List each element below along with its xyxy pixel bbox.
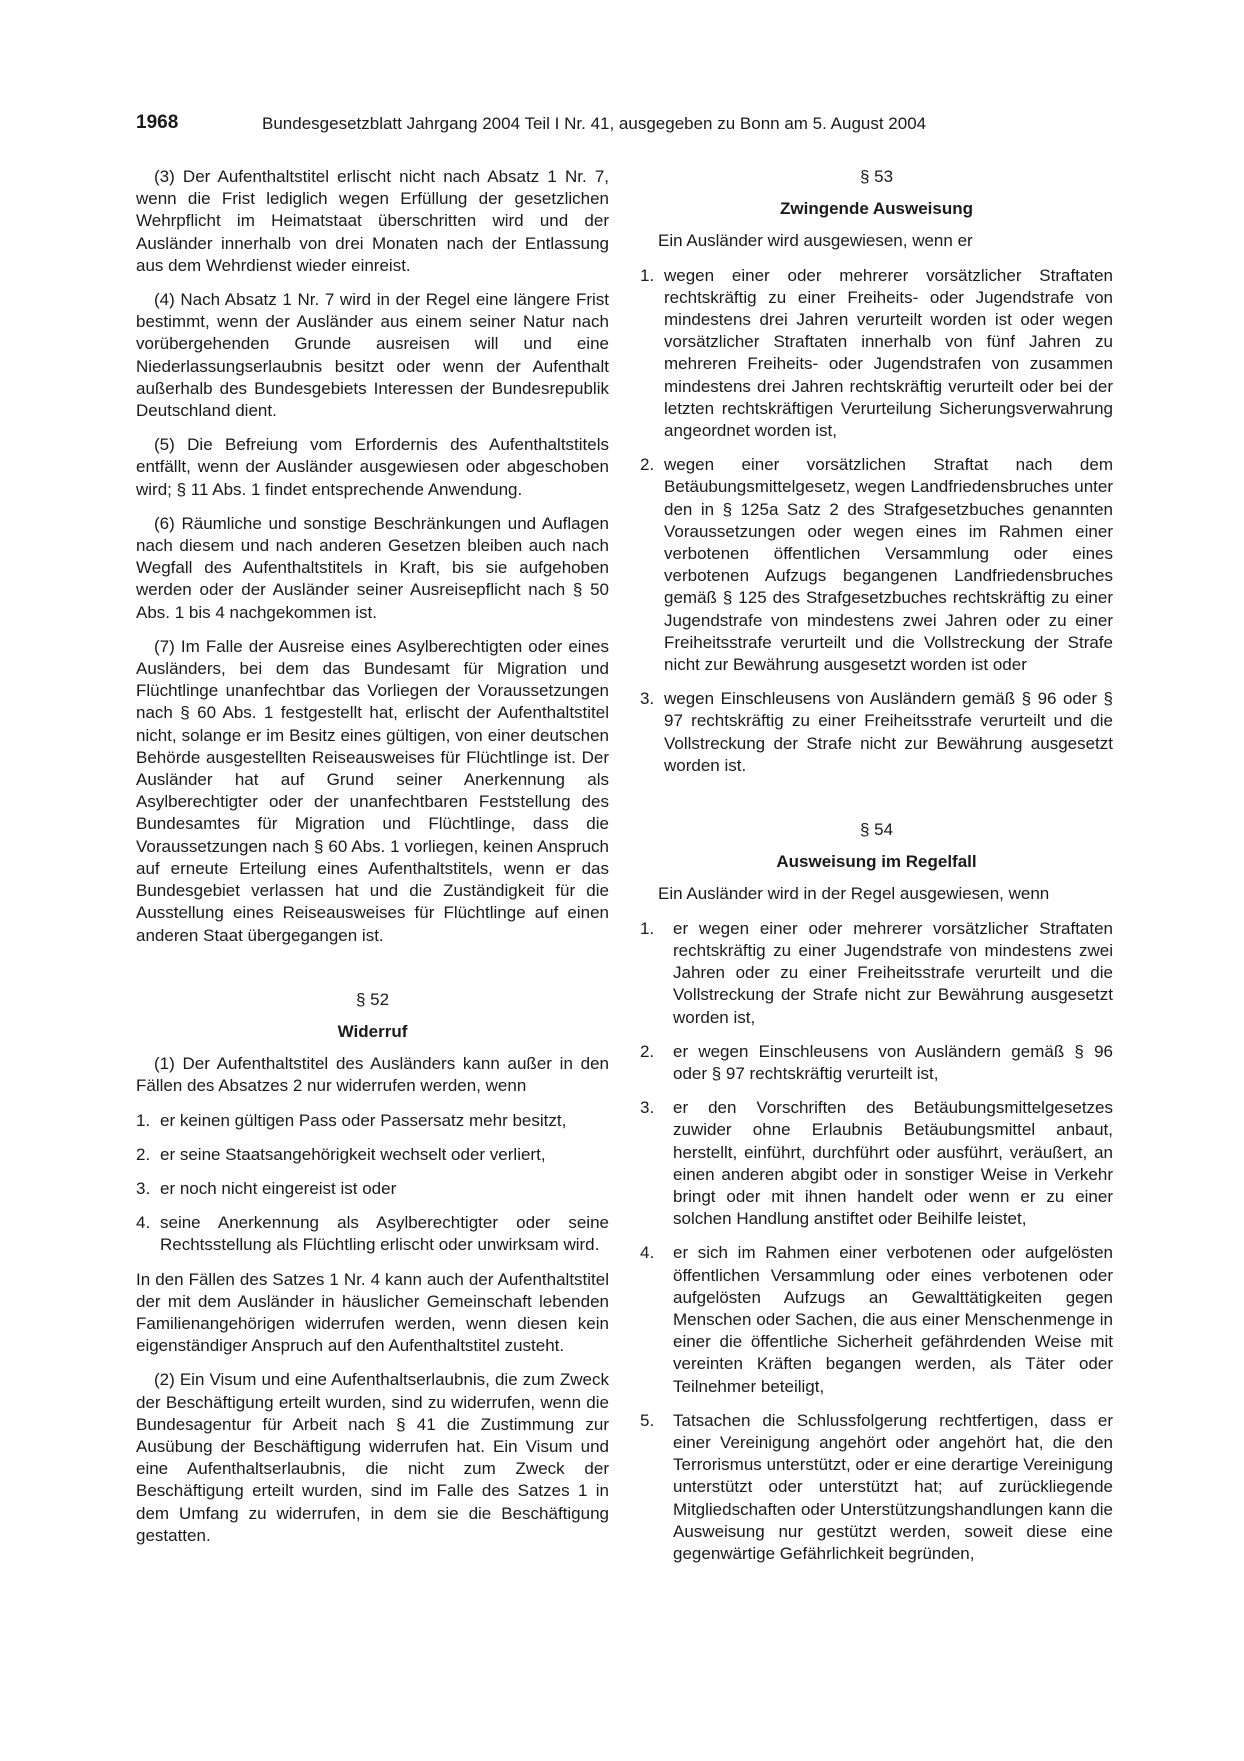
section-gap (640, 789, 1113, 819)
paragraph-5: (5) Die Befreiung vom Erfordernis des Aufenthaltstitels entfällt, wenn der Ausländer ausgewiesen oder abgeschoben wird; § 11 Abs. 1 findet entsprechende Anwendung. (136, 435, 609, 499)
list-item (640, 1242, 1113, 1397)
page-number: 1968 (136, 112, 179, 133)
running-header: Bundesgesetzblatt Jahrgang 2004 Teil I Nr. 41, ausgegeben zu Bonn am 5. August 2004 (262, 114, 927, 133)
list-item-number: 1. (640, 918, 655, 938)
section-53-intro: Ein Ausländer wird ausgewiesen, wenn er (658, 231, 973, 251)
list-item (640, 1097, 1113, 1230)
list-item (640, 265, 1113, 443)
list-item (640, 918, 1113, 1029)
section-53-number: § 53 (859, 167, 894, 186)
list-item (640, 688, 1113, 777)
list-item-text: er noch nicht eingereist ist oder (160, 1178, 397, 1198)
list-item-number: 3. (640, 1098, 655, 1118)
list-item-number: 4. (136, 1213, 151, 1233)
list-item-text: er seine Staatsangehörigkeit wechselt oder verliert, (160, 1144, 546, 1164)
list-item-text: wegen Einschleusens von Ausländern gemäß § 96 oder § 97 rechtskräftig zu einer Freiheitsstrafe verurteilt und die Vollstreckung der Strafe nicht zur Bewährung ausgesetzt worden ist. (664, 689, 1113, 775)
list-item (640, 1410, 1113, 1565)
list-item (136, 1144, 609, 1166)
list-item-number: 2. (136, 1144, 151, 1164)
list-item-number: 2. (640, 455, 655, 475)
list-item-text: er sich im Rahmen einer verbotenen oder aufgelösten öffentlichen Versammlung oder eines verbotenen oder aufgelösten Aufzugs an Gewalttätigkeiten gegen Menschen oder Sachen, die aus einer Menschenmenge in einer die öffentliche Sicherheit gefährdenden Weise mit vereinten Kräften begangen werden, als Täter oder Teilnehmer beteiligt, (673, 1243, 1113, 1396)
left-column (136, 166, 609, 1559)
section-52-after-list: In den Fällen des Satzes 1 Nr. 4 kann auch der Aufenthaltstitel der mit dem Ausländer in häuslicher Gemeinschaft lebenden Familienangehörigen widerrufen werden, wenn diesen kein eigenständiger Anspruch auf den Aufenthaltstitel zusteht. (136, 1269, 609, 1356)
paragraph-6: (6) Räumliche und sonstige Beschränkungen und Auflagen nach diesem und nach anderen Gesetzen bleiben auch nach Wegfall des Aufenthaltstitels in Kraft, bis sie aufgehoben werden oder der Ausländer seiner Ausreisepflicht nach § 50 Abs. 1 bis 4 nachgekommen ist. (136, 513, 609, 622)
section-gap (136, 959, 609, 989)
section-52-title: Widerruf (337, 1021, 408, 1041)
section-52-list (136, 1110, 609, 1257)
list-item (640, 1041, 1113, 1085)
section-53-list (640, 265, 1113, 777)
list-item-text: er den Vorschriften des Betäubungsmittelgesetzes zuwider ohne Erlaubnis Betäubungsmittel anbaut, herstellt, einführt, durchführt oder ausführt, veräußert, an einen anderen abgibt oder in sonstiger Weise in Verkehr bringt oder mit ihnen handelt oder wenn er zu einer solchen Handlung anstiftet oder Beihilfe leistet, (673, 1098, 1113, 1229)
list-item-number: 3. (640, 689, 655, 709)
section-52-paragraph-2: (2) Ein Visum und eine Aufenthaltserlaubnis, die zum Zweck der Beschäftigung erteilt wurden, sind zu widerrufen, wenn die Bundesagentur für Arbeit nach § 41 die Zustimmung zur Ausübung der Beschäftigung widerrufen hat. Ein Visum und eine Aufenthaltserlaubnis, die nicht zum Zweck der Beschäftigung erteilt wurden, sind im Falle des Satzes 1 in dem Umfang zu widerrufen, in dem sie die Beschäftigung gestatten. (136, 1370, 609, 1545)
list-item-text: Tatsachen die Schlussfolgerung rechtfertigen, dass er einer Vereinigung angehört oder angehört hat, die den Terrorismus unterstützt, oder er eine derartige Vereinigung unterstützt oder unterstützt hat; auf zurückliegende Mitgliedschaften oder Unterstützungshandlungen kann die Ausweisung nur gestützt werden, soweit diese eine gegenwärtige Gefährlichkeit begründen, (673, 1410, 1113, 1563)
right-column (640, 166, 1113, 1577)
list-item (136, 1178, 609, 1200)
section-54-title: Ausweisung im Regelfall (776, 852, 977, 872)
paragraph-4: (4) Nach Absatz 1 Nr. 7 wird in der Regel eine längere Frist bestimmt, wenn der Ausländer aus einem seiner Natur nach vorübergehenden Grunde ausreisen will und eine Niederlassungserlaubnis besitzt oder wenn der Aufenthalt außerhalb des Bundesgebiets Interessen der Bundesrepublik Deutschland dient. (136, 290, 609, 421)
section-52-number: § 52 (355, 989, 390, 1009)
list-item-number: 1. (136, 1110, 151, 1130)
paragraph-3: (3) Der Aufenthaltstitel erlischt nicht nach Absatz 1 Nr. 7, wenn die Frist lediglich wegen Erfüllung der gesetzlichen Wehrpflicht im Heimatstaat überschritten wird und der Ausländer innerhalb von drei Monaten nach der Entlassung aus dem Wehrdienst wieder einreist. (136, 167, 609, 275)
list-item-text: er keinen gültigen Pass oder Passersatz mehr besitzt, (160, 1110, 567, 1130)
page-header (136, 112, 996, 138)
section-54-list (640, 918, 1113, 1565)
paragraph-7: (7) Im Falle der Ausreise eines Asylberechtigten oder eines Ausländers, bei dem das Bundesamt für Migration und Flüchtlinge unanfechtbar das Vorliegen der Voraussetzungen nach § 60 Abs. 1 festgestellt hat, erlischt der Aufenthaltstitel nicht, solange er im Besitz eines gültigen, von einer deutschen Behörde ausgestellten Reiseausweises für Flüchtlinge ist. Der Ausländer hat auf Grund seiner Anerkennung als Asylberechtigter oder der unanfechtbaren Feststellung des Bundesamtes für Migration und Flüchtlinge, dass die Voraussetzungen nach § 60 Abs. 1 vorliegen, keinen Anspruch auf erneute Erteilung eines Aufenthaltstitels, wenn er das Bundesgebiet verlassen hat und die Zuständigkeit für die Ausstellung eines Reiseausweises für Flüchtlinge auf einen anderen Staat übergegangen ist. (136, 636, 609, 945)
section-54-intro: Ein Ausländer wird in der Regel ausgewiesen, wenn (658, 884, 1050, 904)
list-item (640, 454, 1113, 676)
list-item-text: er wegen einer oder mehrerer vorsätzlicher Straftaten rechtskräftig zu einer Jugendstrafe von mindestens zwei Jahren oder zu einer Freiheitsstrafe verurteilt und die Vollstreckung der Strafe nicht zur Bewährung ausgesetzt worden ist, (673, 918, 1113, 1027)
section-52-paragraph-1: (1) Der Aufenthaltstitel des Ausländers kann außer in den Fällen des Absatzes 2 nur widerrufen werden, wenn (136, 1054, 609, 1096)
list-item-number: 3. (136, 1178, 151, 1198)
list-item-number: 2. (640, 1041, 655, 1061)
section-53-title: Zwingende Ausweisung (780, 199, 973, 219)
list-item (136, 1110, 609, 1132)
list-item-number: 5. (640, 1410, 655, 1430)
list-item-text: er wegen Einschleusens von Ausländern gemäß § 96 oder § 97 rechtskräftig verurteilt ist, (673, 1041, 1113, 1083)
list-item-number: 1. (640, 265, 655, 285)
section-54-number: § 54 (859, 820, 894, 840)
list-item-text: wegen einer vorsätzlichen Straftat nach dem Betäubungsmittelgesetz, wegen Landfriedensbruches unter den in § 125a Satz 2 des Strafgesetzbuches genannten Voraussetzungen oder wegen eines im Rahmen einer verbotenen öffentlichen Versammlung oder eines verbotenen Aufzugs begangenen Landfriedensbruches gemäß § 125 des Strafgesetzbuches rechtskräftig zu einer Jugendstrafe von mindestens zwei Jahren oder zu einer Freiheitsstrafe verurteilt und die Vollstreckung der Strafe nicht zur Bewährung ausgesetzt worden ist oder (664, 455, 1113, 675)
list-item-text: wegen einer oder mehrerer vorsätzlicher Straftaten rechtskräftig zu einer Freiheits- oder Jugendstrafe von mindestens drei Jahren verurteilt worden ist oder wegen vorsätzlicher Straftaten innerhalb von fünf Jahren zu mehreren Freiheits- oder Jugendstrafen von zusammen mindestens drei Jahren rechtskräftig verurteilt oder bei der letzten rechtskräftigen Verurteilung Sicherungsverwahrung angeordnet worden ist, (664, 265, 1113, 441)
list-item-text: seine Anerkennung als Asylberechtigter oder seine Rechtsstellung als Flüchtling erlischt oder unwirksam wird. (160, 1213, 609, 1255)
list-item (136, 1212, 609, 1256)
list-item-number: 4. (640, 1243, 655, 1263)
